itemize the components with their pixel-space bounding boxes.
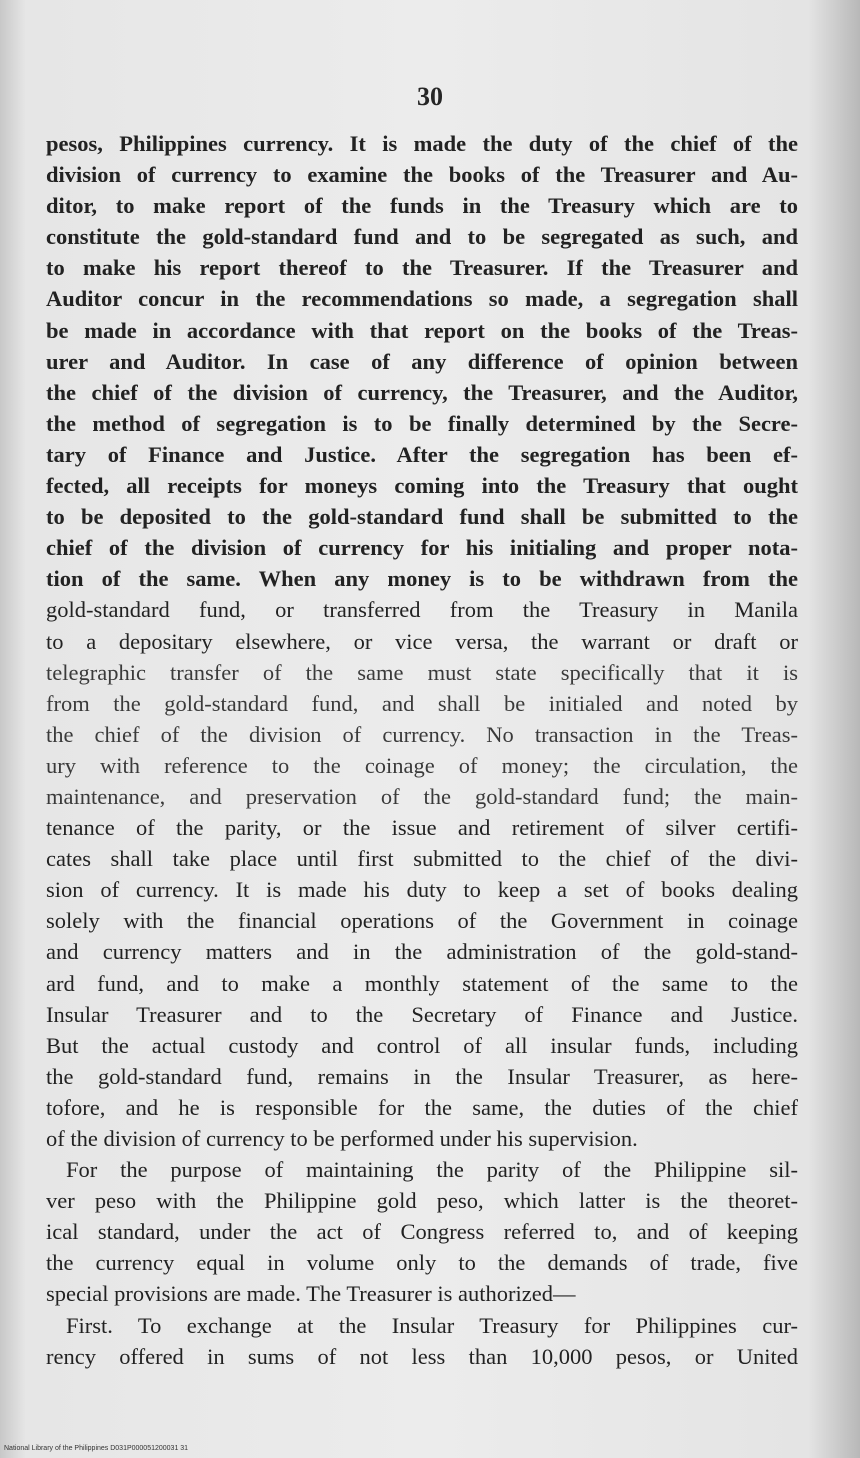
page-number: 30 [417, 82, 443, 111]
text-line: to a depositary elsewhere, or vice versa, the warrant or draft or [46, 628, 798, 654]
text-line: and currency matters and in the administration of the gold-stand- [46, 939, 798, 965]
body-text [46, 128, 798, 1372]
text-line: rency offered in sums of not less than 10,000 pesos, or United [46, 1343, 798, 1369]
text-line: division of currency to examine the books of the Treasurer and Au- [46, 162, 798, 188]
text-line: special provisions are made. The Treasurer is authorized— [46, 1281, 576, 1307]
text-line: tion of the same. When any money is to be withdrawn from the [46, 566, 798, 592]
text-line: tofore, and he is responsible for the same, the duties of the chief [46, 1094, 798, 1120]
text-line: telegraphic transfer of the same must state specifically that it is [46, 659, 798, 685]
text-line: pesos, Philippines currency. It is made the duty of the chief of the [46, 131, 798, 156]
text-line: ury with reference to the coinage of money; the circulation, the [46, 752, 798, 778]
text-line: fected, all receipts for moneys coming into the Treasury that ought [46, 473, 798, 499]
text-line: tenance of the parity, or the issue and retirement of silver certifi- [46, 815, 798, 841]
text-line: cates shall take place until first submitted to the chief of the divi- [46, 846, 798, 872]
text-line: to be deposited to the gold-standard fund shall be submitted to the [46, 504, 798, 530]
text-line: ard fund, and to make a monthly statement of the same to the [46, 970, 798, 996]
text-line: be made in accordance with that report on the books of the Treas- [46, 317, 798, 343]
text-line: ditor, to make report of the funds in the Treasury which are to [46, 193, 798, 219]
text-line: constitute the gold-standard fund and to be segregated as such, and [46, 224, 798, 250]
text-line: the chief of the division of currency. No transaction in the Treas- [46, 721, 798, 747]
text-line: First. To exchange at the Insular Treasury for Philippines cur- [66, 1312, 798, 1338]
text-line: ical standard, under the act of Congress referred to, and of keeping [46, 1219, 798, 1245]
text-line: of the division of currency to be performed under his supervision. [46, 1126, 638, 1151]
text-line: the gold-standard fund, remains in the Insular Treasurer, as here- [46, 1063, 798, 1089]
text-line: tary of Finance and Justice. After the segregation has been ef- [46, 441, 798, 467]
text-line: to make his report thereof to the Treasurer. If the Treasurer and [46, 255, 798, 281]
text-line: ver peso with the Philippine gold peso, which latter is the theoret- [46, 1188, 798, 1214]
text-line: the chief of the division of currency, the Treasurer, and the Auditor, [46, 379, 798, 405]
text-line: urer and Auditor. In case of any difference of opinion between [46, 348, 798, 374]
text-line: sion of currency. It is made his duty to keep a set of books dealing [46, 877, 798, 903]
text-line: solely with the financial operations of the Government in coinage [46, 908, 798, 934]
text-line: Auditor concur in the recommendations so made, a segregation shall [46, 286, 798, 312]
text-line: Insular Treasurer and to the Secretary of Finance and Justice. [46, 1001, 798, 1027]
footer-archive-label: National Library of the Philippines D031P000051200031 31 [4, 1445, 189, 1452]
text-line: maintenance, and preservation of the gold-standard fund; the main- [46, 783, 798, 809]
text-line: But the actual custody and control of all insular funds, including [46, 1032, 798, 1058]
text-line: chief of the division of currency for his initialing and proper nota- [46, 535, 798, 561]
text-line: gold-standard fund, or transferred from the Treasury in Manila [46, 597, 798, 623]
text-line: the currency equal in volume only to the demands of trade, five [46, 1250, 798, 1276]
text-line: the method of segregation is to be finally determined by the Secre- [46, 410, 798, 436]
text-line: from the gold-standard fund, and shall be initialed and noted by [46, 690, 798, 716]
text-line: For the purpose of maintaining the parity of the Philippine sil- [66, 1157, 798, 1183]
